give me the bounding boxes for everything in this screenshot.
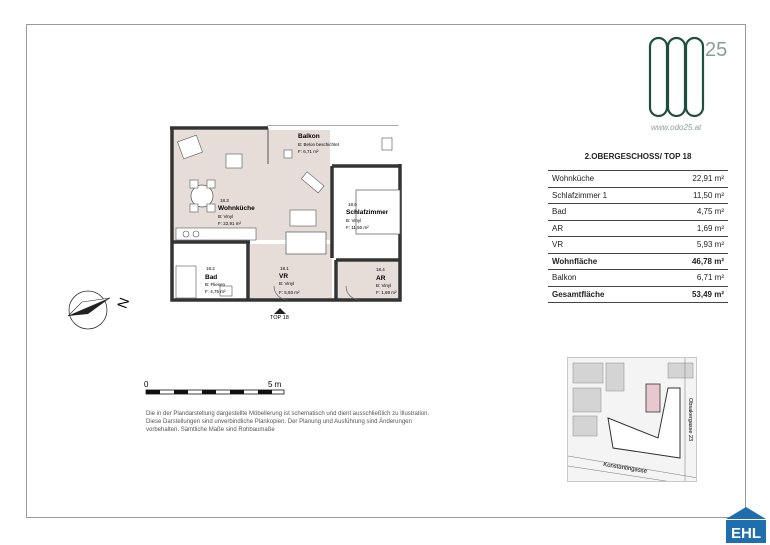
area-value: 22,91 m² <box>658 171 728 188</box>
schlafzimmer-id: 18.6 <box>348 202 357 207</box>
scale-start: 0 <box>144 380 149 389</box>
area-label: Gesamtfläche <box>548 286 658 303</box>
wohnkueche-area: F: 22,91 m² <box>218 221 242 226</box>
compass <box>68 291 132 329</box>
balkon-floor: B: Belon beschichtet <box>298 142 340 147</box>
area-label: Bad <box>548 204 658 221</box>
wohnkueche-name: Wohnküche <box>218 205 255 212</box>
bad-floor: B: Fliesen <box>205 282 226 287</box>
area-row <box>548 204 728 221</box>
schlafzimmer-name: Schlafzimmer <box>346 209 389 216</box>
area-row <box>548 171 728 188</box>
kitchen-counter <box>176 228 256 240</box>
entrance-label: TOP 18 <box>270 315 289 321</box>
wohnkueche-id: 18.3 <box>220 198 229 203</box>
logo-url[interactable]: www.odo25.at <box>651 123 702 132</box>
street-obsakergasse: Obsakergasse 23 <box>687 398 693 442</box>
area-label: VR <box>548 237 658 254</box>
building-outline <box>608 388 680 458</box>
ehl-logo <box>726 507 766 543</box>
area-row <box>548 286 728 303</box>
odo25-logo <box>648 32 728 122</box>
dining-table <box>191 185 213 207</box>
area-row <box>548 220 728 237</box>
north-label: N <box>113 295 133 311</box>
area-label: Balkon <box>548 270 658 287</box>
area-row <box>548 187 728 204</box>
schlafzimmer-floor: B: Vinyl <box>346 218 362 223</box>
area-label: Wohnküche <box>548 171 658 188</box>
ar-name: AR <box>376 275 386 282</box>
area-value: 46,78 m² <box>658 253 728 270</box>
area-value: 11,50 m² <box>658 187 728 204</box>
area-value: 1,69 m² <box>658 220 728 237</box>
schlafzimmer-area: F: 11,50 m² <box>346 225 369 230</box>
logo-number: 25 <box>705 39 728 61</box>
bad-id: 18.2 <box>206 266 215 271</box>
ar-area: F: 1,69 m² <box>376 290 397 295</box>
area-label: AR <box>548 220 658 237</box>
ar-id: 18.4 <box>376 267 385 272</box>
site-plan <box>567 357 697 482</box>
area-value: 4,75 m² <box>658 204 728 221</box>
area-table <box>548 170 728 303</box>
sofa <box>286 232 326 254</box>
highlighted-unit <box>646 384 660 412</box>
bad-area: F: 4,75 m² <box>205 289 226 294</box>
scale-end: 5 m <box>268 380 282 389</box>
ar-floor: B: Vinyl <box>376 283 392 288</box>
ehl-text: EHL <box>731 525 761 542</box>
balkon-name: Balkon <box>298 133 320 140</box>
area-value: 53,49 m² <box>658 286 728 303</box>
vr-id: 18.1 <box>280 266 289 271</box>
vr-area: F: 5,93 m² <box>279 290 300 295</box>
area-label: Schlafzimmer 1 <box>548 187 658 204</box>
entrance-arrow <box>274 308 286 314</box>
shower <box>176 266 196 298</box>
area-label: Wohnfläche <box>548 253 658 270</box>
balkon-area: F: 6,71 m² <box>298 149 319 154</box>
area-value: 5,93 m² <box>658 237 728 254</box>
area-row <box>548 270 728 287</box>
floor-plan <box>60 118 420 333</box>
area-row <box>548 237 728 254</box>
vr-name: VR <box>279 273 289 280</box>
vr-floor: B: Vinyl <box>279 281 295 286</box>
bad-name: Bad <box>205 274 218 281</box>
table-title: 2.OBERGESCHOSS/ TOP 18 <box>584 152 692 161</box>
disclaimer: Die in der Plandarstellung dargestellte Möbellerung ist schematisch und dient ausschließlich zu Illustration. Diese Darstellungen sind unverbindliche Plankopien. Der Planung und Ausführung sind Änderungen vorbehalten. Sämtliche Maße sind Rohbaumaße <box>146 411 430 433</box>
wohnkueche-floor: B: Vinyl <box>218 214 234 219</box>
street-konstantingasse: Konstantingasse <box>602 462 648 475</box>
area-row <box>548 253 728 270</box>
scale-bar <box>140 378 300 408</box>
area-value: 6,71 m² <box>658 270 728 287</box>
